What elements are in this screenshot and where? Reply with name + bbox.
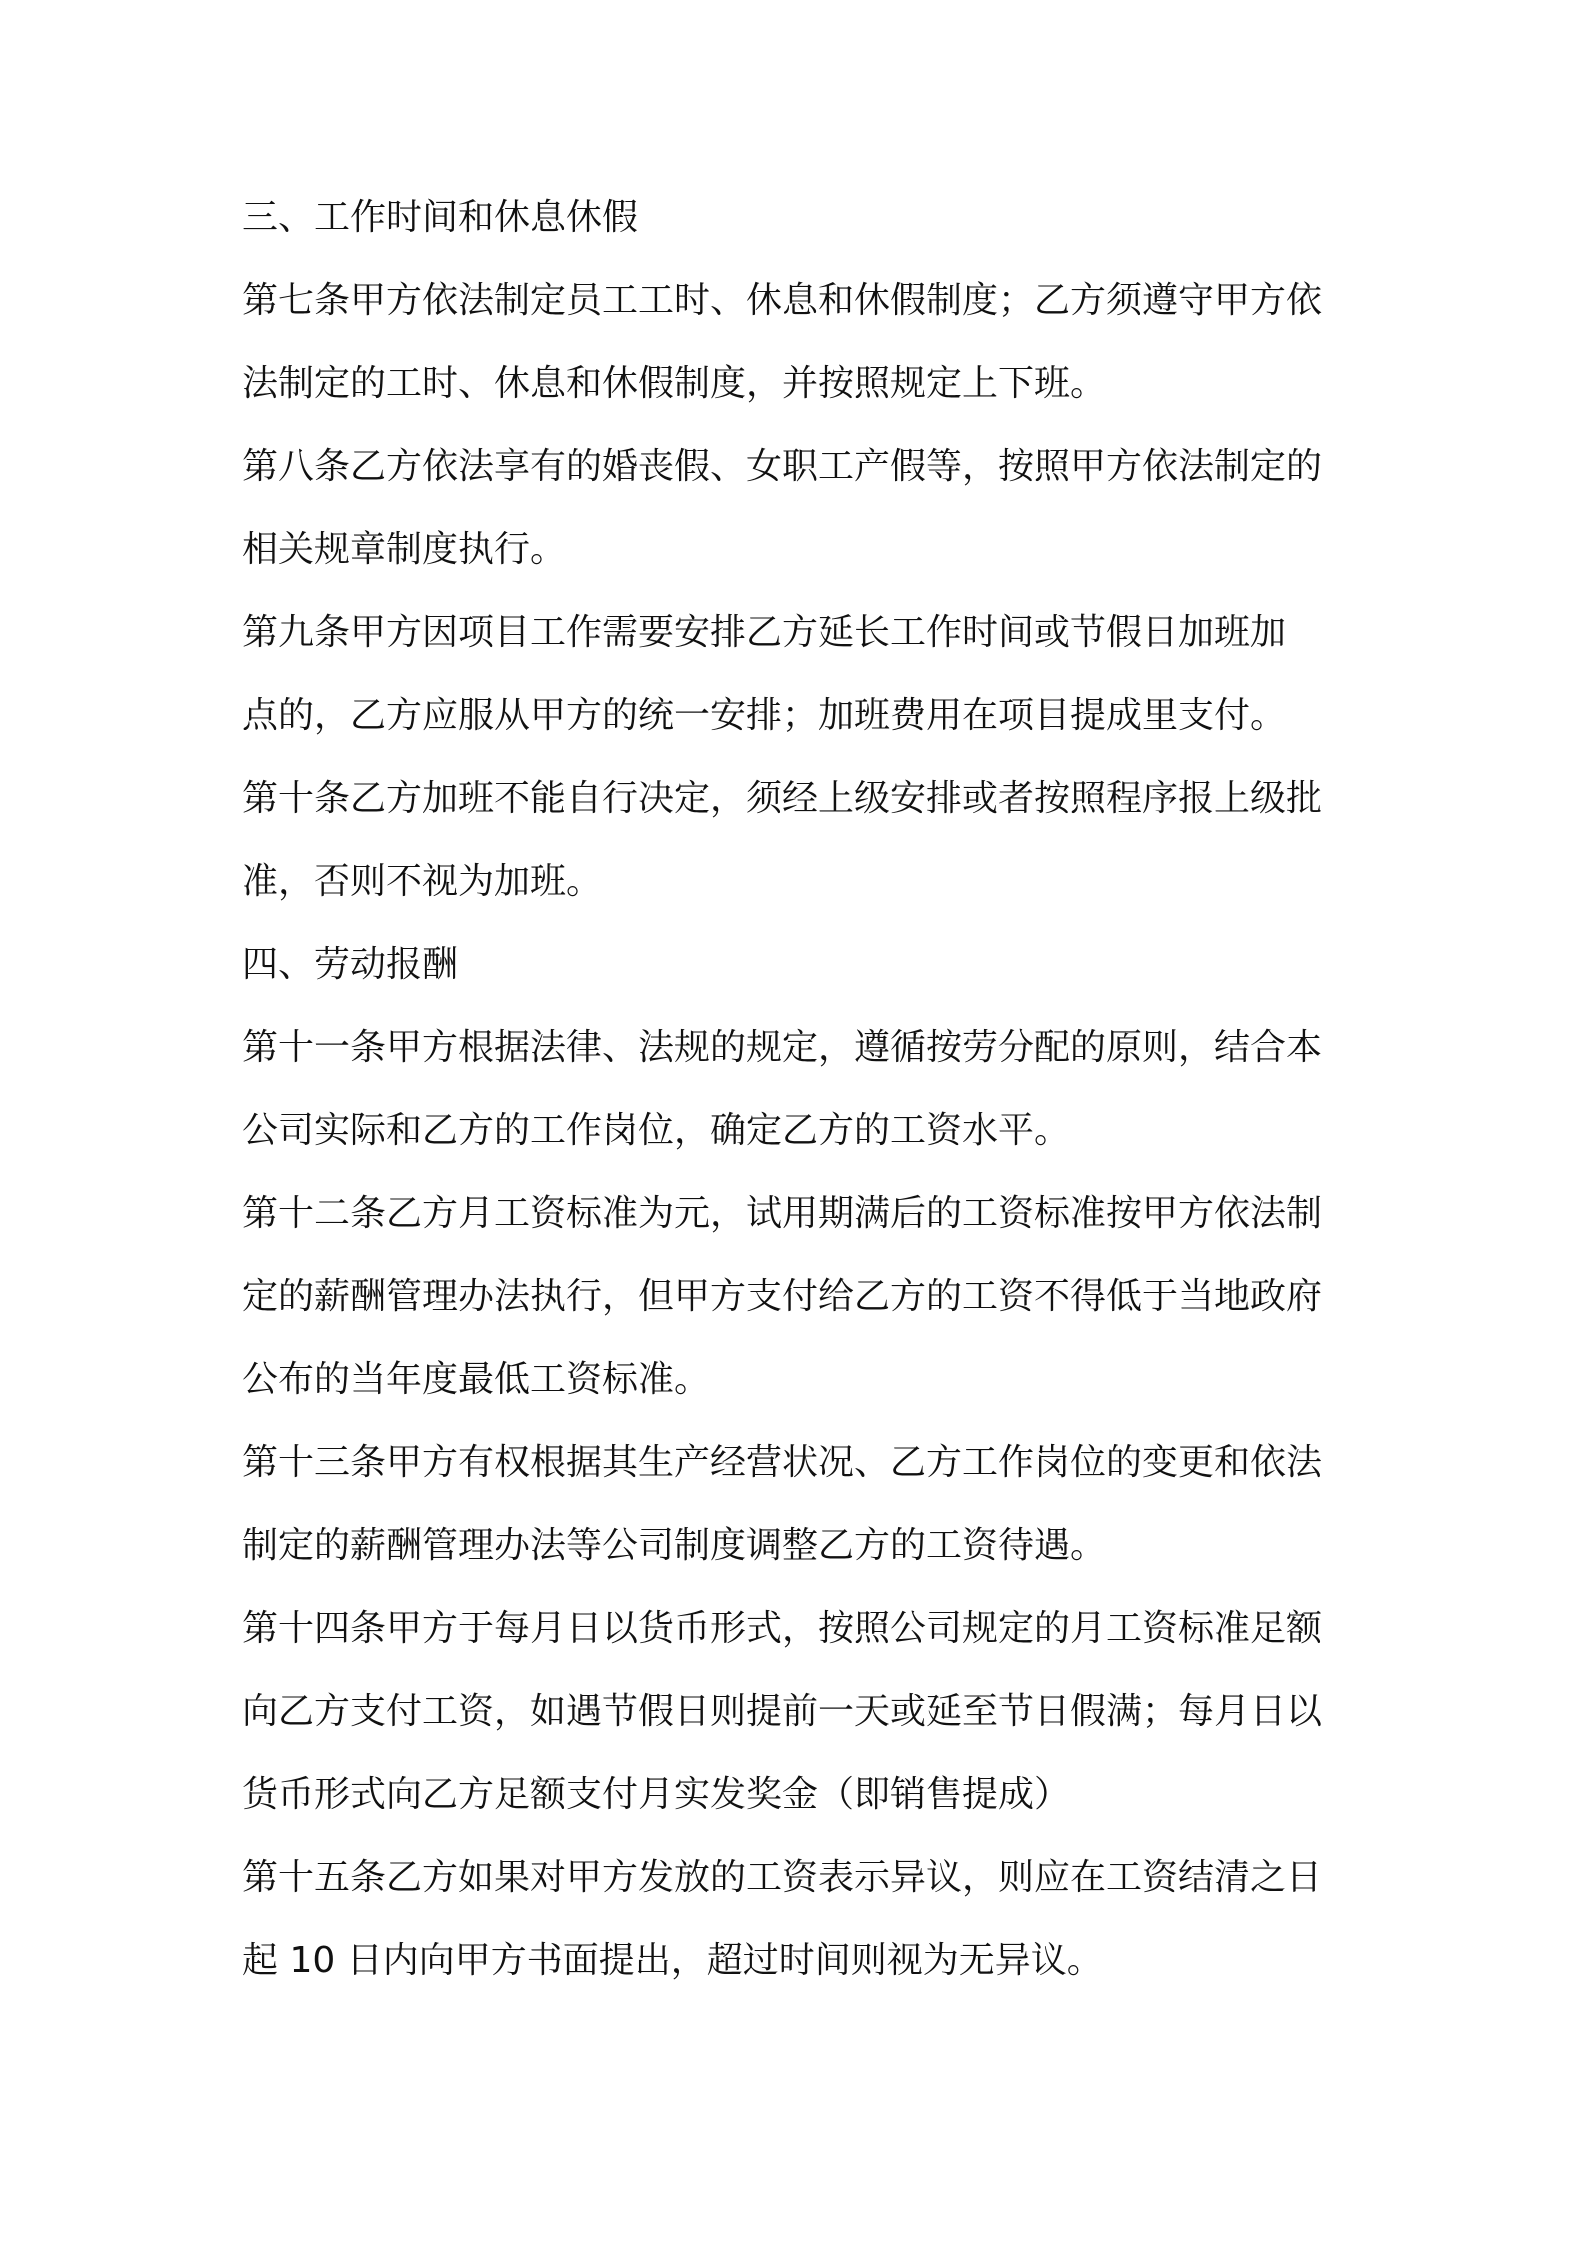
text-line: 向乙方支付工资，如遇节假日则提前一天或延至节日假满；每月日以 — [242, 1691, 1323, 1732]
text-line: 第十五条乙方如果对甲方发放的工资表示异议，则应在工资结清之日 — [242, 1857, 1323, 1898]
text-line: 第九条甲方因项目工作需要安排乙方延长工作时间或节假日加班加 — [242, 612, 1287, 653]
heading-line: 四、劳动报酬 — [242, 944, 459, 985]
text-line: 点的，乙方应服从甲方的统一安排；加班费用在项目提成里支付。 — [242, 695, 1287, 736]
text-line: 第八条乙方依法享有的婚丧假、女职工产假等，按照甲方依法制定的 — [242, 446, 1323, 487]
document-page — [242, 196, 1362, 2022]
section-heading-remuneration — [242, 943, 1362, 987]
heading-line: 三、工作时间和休息休假 — [242, 197, 639, 238]
text-line: 第十三条甲方有权根据其生产经营状况、乙方工作岗位的变更和依法 — [242, 1442, 1323, 1483]
article-9 — [242, 611, 1362, 738]
text-line: 法制定的工时、休息和休假制度，并按照规定上下班。 — [242, 363, 1107, 404]
text-line: 制定的薪酬管理办法等公司制度调整乙方的工资待遇。 — [242, 1525, 1107, 1566]
text-line: 货币形式向乙方足额支付月实发奖金（即销售提成） — [242, 1774, 1071, 1815]
article-13 — [242, 1441, 1362, 1568]
text-line: 第七条甲方依法制定员工工时、休息和休假制度；乙方须遵守甲方依 — [242, 280, 1323, 321]
text-line: 相关规章制度执行。 — [242, 529, 567, 570]
section-heading-work-time — [242, 196, 1362, 240]
text-line: 公布的当年度最低工资标准。 — [242, 1359, 711, 1400]
article-15 — [242, 1856, 1362, 1983]
article-11 — [242, 1026, 1362, 1153]
article-12 — [242, 1192, 1362, 1402]
article-8 — [242, 445, 1362, 572]
text-line: 起 10 日内向甲方书面提出，超过时间则视为无异议。 — [242, 1940, 1103, 1981]
text-line: 准，否则不视为加班。 — [242, 861, 603, 902]
article-7 — [242, 279, 1362, 406]
text-line: 第十条乙方加班不能自行决定，须经上级安排或者按照程序报上级批 — [242, 778, 1323, 819]
text-line: 第十二条乙方月工资标准为元，试用期满后的工资标准按甲方依法制 — [242, 1193, 1323, 1234]
article-14 — [242, 1607, 1362, 1817]
text-line: 第十四条甲方于每月日以货币形式，按照公司规定的月工资标准足额 — [242, 1608, 1323, 1649]
text-line: 第十一条甲方根据法律、法规的规定，遵循按劳分配的原则，结合本 — [242, 1027, 1323, 1068]
text-line: 定的薪酬管理办法执行，但甲方支付给乙方的工资不得低于当地政府 — [242, 1276, 1323, 1317]
text-line: 公司实际和乙方的工作岗位，确定乙方的工资水平。 — [242, 1110, 1071, 1151]
article-10 — [242, 777, 1362, 904]
